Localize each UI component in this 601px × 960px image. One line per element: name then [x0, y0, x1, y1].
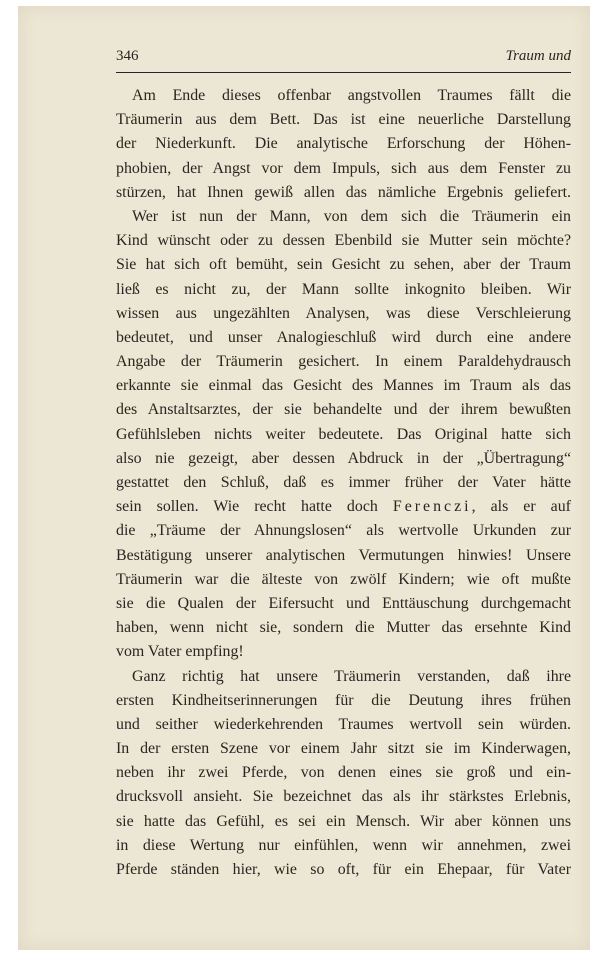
text-line: wissen aus ungezählten Analysen, was diese Verschleierung — [116, 304, 571, 322]
page-number: 346 — [116, 48, 139, 64]
text-line: Pferde ständen hier, wie so oft, für ein Ehepaar, für Vater — [116, 861, 571, 878]
text-line: vom Vater empfing! — [116, 643, 244, 661]
text-line: Bestätigung unserer analytischen Vermutungen hinwies! Unsere — [116, 546, 571, 564]
text-line: in diese Wertung nur einfühlen, wenn wir annehmen, zwei — [116, 836, 571, 854]
text-line: Kind wünscht oder zu dessen Ebenbild sie Mutter sein möchte? — [116, 232, 571, 250]
text-line-composite — [116, 495, 571, 519]
text-line-tail: , als er auf — [471, 498, 571, 516]
text-line: Ganz richtig hat unsere Träumerin verstanden, daß ihre — [132, 667, 571, 685]
text-line: ließ es nicht zu, der Mann sollte inkognito bleiben. Wir — [116, 280, 571, 298]
text-line: der Niederkunft. Die analytische Erforschung der Höhen- — [116, 135, 571, 153]
body-text — [116, 84, 571, 882]
text-line: Träumerin war die älteste von zwölf Kindern; wie oft mußte — [116, 570, 571, 588]
text-line: haben, wenn nicht sie, sondern die Mutter das ersehnte Kind — [116, 619, 571, 637]
text-line: Am Ende dieses offenbar angstvollen Traumes fällt die — [132, 87, 571, 104]
text-line: sie die Qualen der Eifersucht und Enttäuschung durchgemacht — [116, 594, 571, 612]
text-line: neben ihr zwei Pferde, von denen eines sie groß und ein- — [116, 764, 571, 782]
text-line: stürzen, hat Ihnen gewiß allen das nämliche Ergebnis geliefert. — [116, 183, 571, 201]
text-line: Angabe der Träumerin gesichert. In einem Paraldehydrausch — [116, 353, 571, 371]
text-line: bedeutet, und unser Analogieschluß wird durch eine andere — [116, 328, 571, 346]
page-header — [116, 48, 571, 70]
text-line: ersten Kindheitserinnerungen für die Deutung ihres frühen — [116, 691, 571, 709]
text-line: In der ersten Szene vor einem Jahr sitzt sie im Kinderwagen, — [116, 740, 571, 758]
header-rule — [116, 72, 571, 73]
paragraph-2 — [116, 205, 571, 665]
text-line: sie hatte das Gefühl, es sei ein Mensch. Wir aber können uns — [116, 812, 571, 830]
text-line: phobien, der Angst vor dem Impuls, sich aus dem Fenster zu — [116, 159, 571, 177]
text-line: und seither wiederkehrenden Traumes wertvoll sein würden. — [116, 715, 571, 733]
text-line: gestattet den Schluß, daß es immer früher der Vater hätte — [116, 474, 571, 491]
author-name-spaced: Ferenczi — [392, 498, 472, 516]
text-line-head: sein sollen. Wie recht hatte doch — [116, 498, 378, 516]
text-line: Sie hat sich oft bemüht, sein Gesicht zu sehen, aber der Traum — [116, 256, 571, 274]
running-title: Traum und — [505, 48, 571, 64]
paragraph-3 — [116, 665, 571, 883]
text-line: Wer ist nun der Mann, von dem sich die Träumerin ein — [132, 207, 571, 225]
text-line: Gefühlsleben nichts weiter bedeutete. Das Original hatte sich — [116, 425, 571, 443]
paragraph-1 — [116, 84, 571, 205]
text-line: des Anstaltsarztes, der sie behandelte und der ihrem bewußten — [116, 401, 571, 419]
text-line: also nie gezeigt, aber dessen Abdruck in der „Übertragung“ — [116, 449, 571, 467]
text-line: erkannte sie einmal das Gesicht des Mannes im Traum als das — [116, 377, 571, 395]
text-line: Träumerin aus dem Bett. Das ist eine neuerliche Darstellung — [116, 111, 571, 129]
text-line: drucksvoll ansieht. Sie bezeichnet das als ihr stärkstes Erlebnis, — [116, 788, 571, 806]
text-line: die „Träume der Ahnungslosen“ als wertvolle Urkunden zur — [116, 522, 571, 540]
